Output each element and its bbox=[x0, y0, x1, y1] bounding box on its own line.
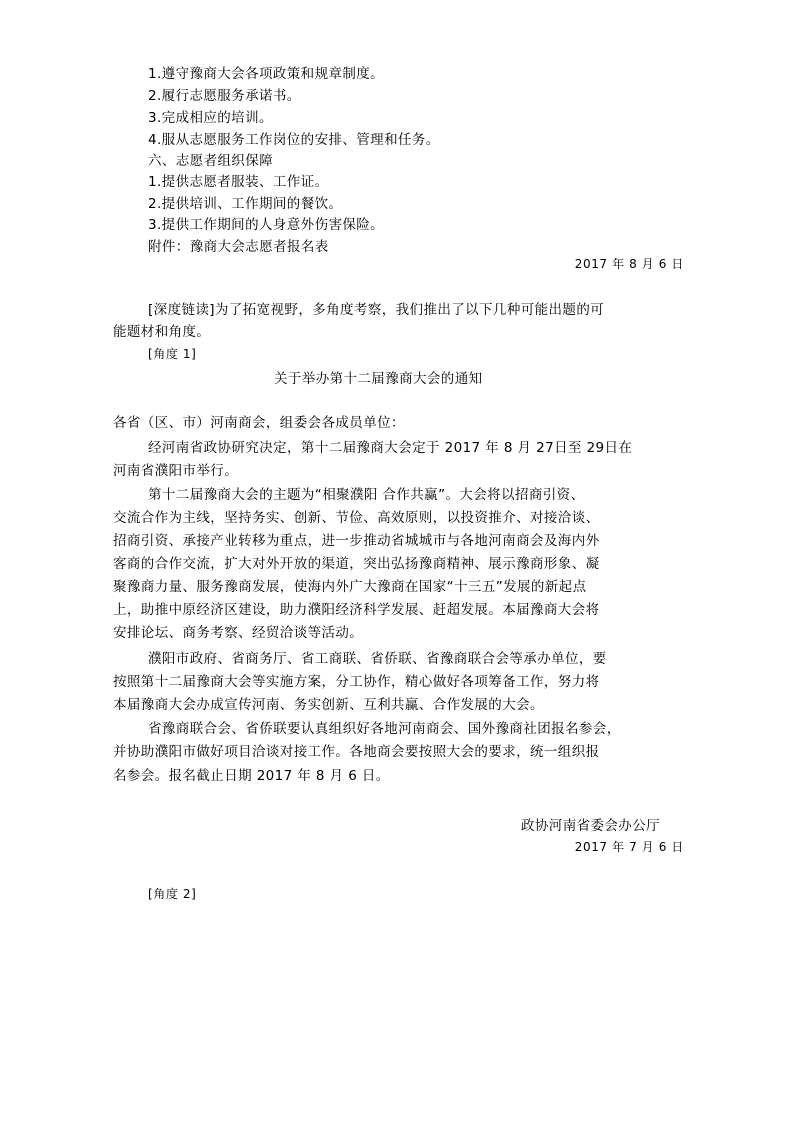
duty-item-2: 2.履行志愿服务承诺书。 bbox=[148, 88, 301, 104]
notice-title: 关于举办第十二届豫商大会的通知 bbox=[274, 371, 483, 387]
notice-paragraph-line: 上，助推中原经济区建设，助力濮阳经济科学发展、赶超发展。本届豫商大会将 bbox=[113, 602, 600, 618]
notice-paragraph-line: 招商引资、承接产业转移为重点，进一步推动省城城市与各地河南商会及海内外 bbox=[113, 533, 600, 549]
notice-paragraph-line: 第十二届豫商大会的主题为“相聚濮阳 合作共赢”。大会将以招商引资、 bbox=[148, 487, 585, 503]
notice-paragraph-line: 经河南省政协研究决定，第十二届豫商大会定于 2017 年 8 月 27日至 29日在 bbox=[148, 440, 633, 456]
notice-paragraph-line: 按照第十二届豫商大会等实施方案，分工协作，精心做好各项筹备工作，努力将 bbox=[113, 674, 600, 690]
notice-date: 2017 年 7 月 6 日 bbox=[574, 840, 684, 854]
notice-paragraph-line: 省豫商联合会、省侨联要认真组织好各地河南商会、国外豫商社团报名参会， bbox=[148, 721, 621, 737]
duty-item-3: 3.完成相应的培训。 bbox=[148, 110, 273, 126]
guarantee-item-2: 2.提供培训、工作期间的餐饮。 bbox=[148, 196, 343, 212]
deep-reading-line-1: [深度链读]为了拓宽视野，多角度考察，我们推出了以下几种可能出题的可 bbox=[148, 302, 605, 318]
notice-paragraph-line: 聚豫商力量、服务豫商发展，使海内外广大豫商在国家“十三五”发展的新起点 bbox=[113, 579, 587, 595]
notice-issuer: 政协河南省委会办公厅 bbox=[521, 818, 660, 834]
notice-paragraph-line: 安排论坛、商务考察、经贸洽谈等活动。 bbox=[113, 625, 364, 641]
guarantee-item-3: 3.提供工作期间的人身意外伤害保险。 bbox=[148, 217, 385, 233]
notice-paragraph-line: 并协助濮阳市做好项目洽谈对接工作。各地商会要按照大会的要求，统一组织报 bbox=[113, 744, 600, 760]
angle-1-label: [角度 1] bbox=[148, 347, 197, 361]
deep-reading-line-2: 能题材和角度。 bbox=[113, 324, 211, 340]
document-date: 2017 年 8 月 6 日 bbox=[574, 257, 684, 271]
duty-item-4: 4.服从志愿服务工作岗位的安排、管理和任务。 bbox=[148, 132, 440, 148]
notice-paragraph-line: 名参会。报名截止日期 2017 年 8 月 6 日。 bbox=[113, 768, 390, 784]
notice-paragraph-line: 濮阳市政府、省商务厅、省工商联、省侨联、省豫商联合会等承办单位，要 bbox=[148, 651, 607, 667]
guarantee-item-1: 1.提供志愿者服装、工作证。 bbox=[148, 174, 329, 190]
notice-salutation: 各省（区、市）河南商会，组委会各成员单位： bbox=[113, 415, 405, 431]
angle-2-label: [角度 2] bbox=[148, 887, 197, 901]
notice-paragraph-line: 河南省濮阳市举行。 bbox=[113, 463, 239, 479]
notice-paragraph-line: 客商的合作交流，扩大对外开放的渠道，突出弘扬豫商精神、展示豫商形象、凝 bbox=[113, 556, 600, 572]
section-six-heading: 六、志愿者组织保障 bbox=[148, 153, 274, 169]
duty-item-1: 1.遵守豫商大会各项政策和规章制度。 bbox=[148, 66, 385, 82]
notice-paragraph-line: 本届豫商大会办成宣传河南、务实创新、互利共赢、合作发展的大会。 bbox=[113, 697, 544, 713]
attachment-line: 附件：豫商大会志愿者报名表 bbox=[148, 239, 329, 255]
notice-paragraph-line: 交流合作为主线，坚持务实、创新、节俭、高效原则，以投资推介、对接洽谈、 bbox=[113, 510, 600, 526]
